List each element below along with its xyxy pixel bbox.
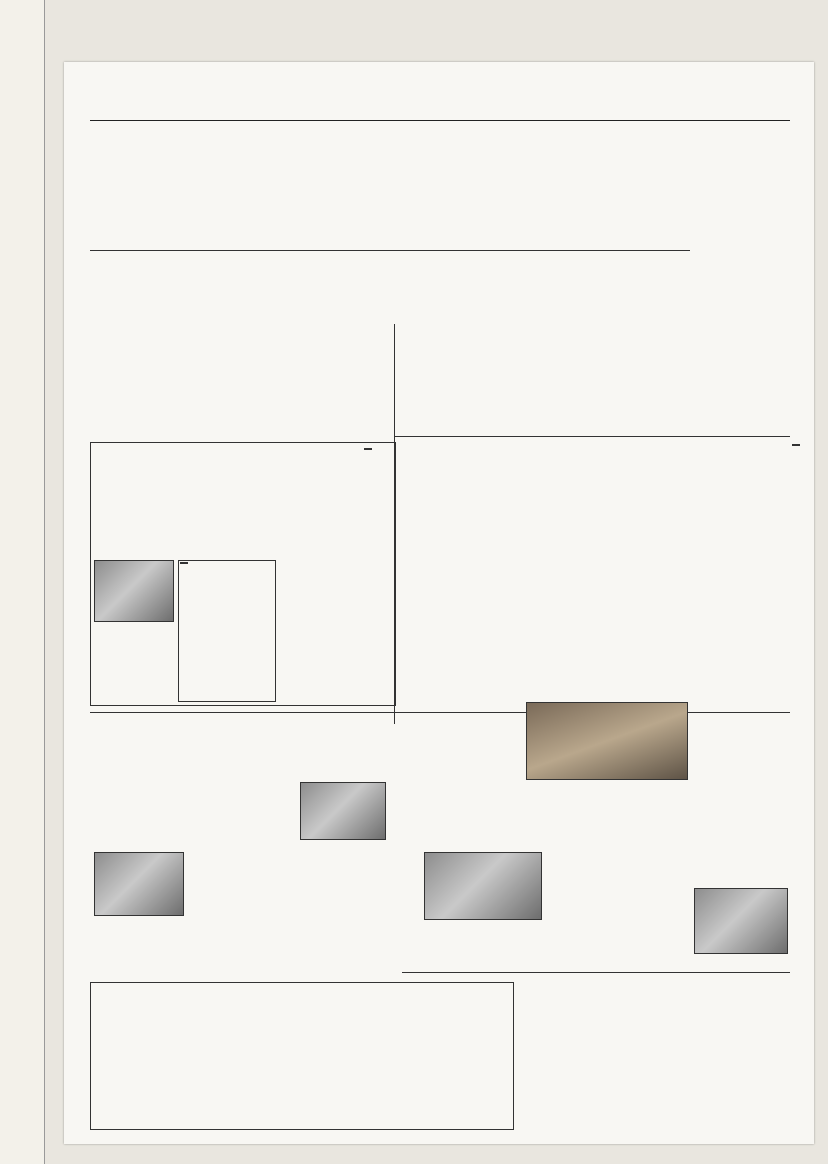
measurement-ruler xyxy=(0,0,45,1164)
photo-kimono xyxy=(694,888,788,954)
article2-text5 xyxy=(94,718,189,848)
article2-text6 xyxy=(192,862,402,982)
article1-intro-text xyxy=(484,132,694,242)
article3-text-right-mid xyxy=(700,802,800,882)
survey-title-label xyxy=(792,444,800,446)
article1-text-lower xyxy=(494,258,694,373)
article2-text1 xyxy=(96,452,268,542)
question2-text xyxy=(550,446,650,626)
article1-col-text xyxy=(214,324,324,436)
article3-text1 xyxy=(550,852,620,962)
article2-kicker xyxy=(364,448,372,450)
article1-col-text-left xyxy=(90,324,210,436)
photo-class-reading xyxy=(424,852,542,920)
workshop-books-box xyxy=(178,560,276,702)
page-header xyxy=(90,106,790,121)
article1-text2 xyxy=(348,132,458,242)
tip-text xyxy=(430,446,530,626)
article3-text2 xyxy=(550,982,780,1132)
question1-text xyxy=(672,446,762,626)
footer-text xyxy=(174,988,436,1124)
article1-text3 xyxy=(138,132,338,242)
workshop-books-title xyxy=(180,562,188,564)
survey-text xyxy=(664,390,784,442)
article2-text4 xyxy=(194,718,294,858)
newsletter-page xyxy=(64,62,814,1144)
color-calibration-bar xyxy=(46,8,570,56)
photo-jan xyxy=(300,782,386,840)
photo-workshop-nov xyxy=(94,560,174,622)
photo-takako-goods xyxy=(526,702,688,780)
photo-feb xyxy=(94,852,184,916)
